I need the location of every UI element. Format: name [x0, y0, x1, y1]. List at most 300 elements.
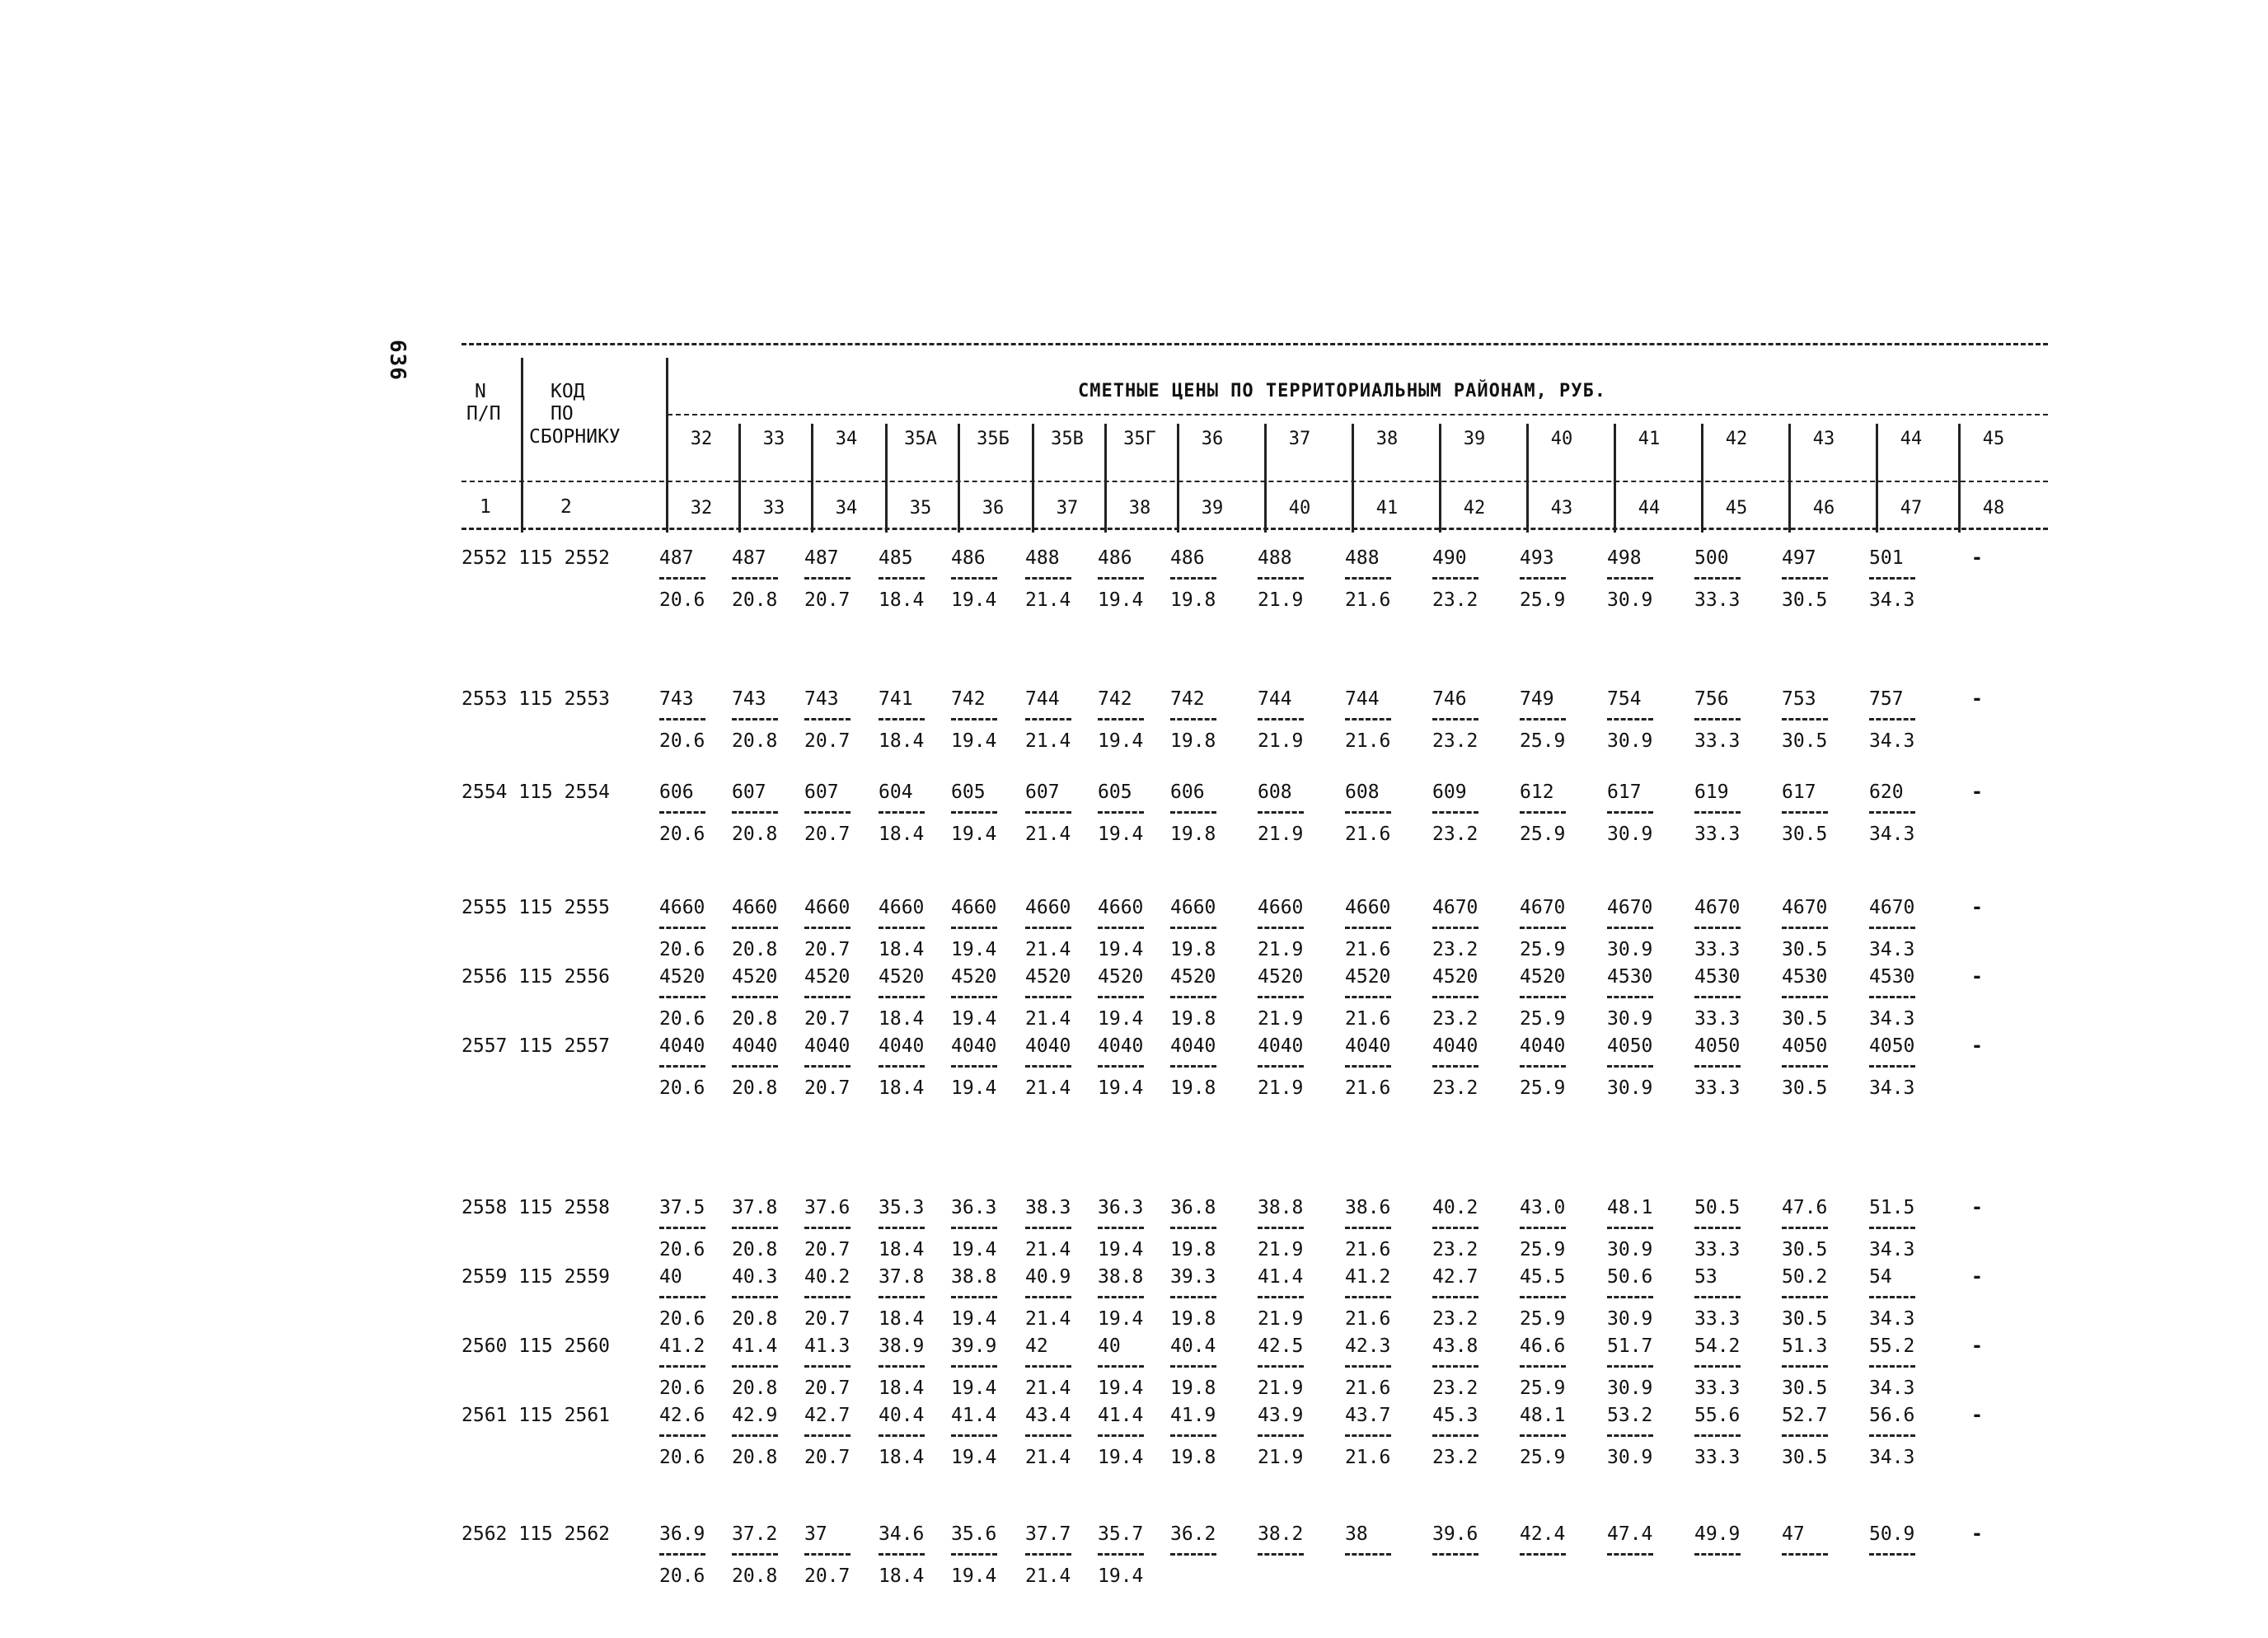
fraction-bar [1170, 927, 1216, 929]
wage-value: 21.9 [1258, 1378, 1304, 1399]
price-cell [1098, 1523, 1159, 1587]
price-cell [1258, 688, 1319, 752]
fraction-bar [1345, 1296, 1391, 1298]
fraction-bar [1607, 577, 1653, 580]
wage-value: 33.3 [1694, 824, 1741, 845]
price-value: 500 [1694, 547, 1729, 569]
fraction-bar [1432, 1553, 1478, 1556]
price-cell [1694, 966, 1755, 1030]
price-value: 54 [1869, 1266, 1892, 1288]
price-cell [1345, 1035, 1406, 1099]
price-cell [1869, 688, 1930, 752]
wage-value: 20.8 [732, 1308, 778, 1330]
wage-value: 19.4 [1098, 730, 1144, 752]
price-value: 486 [1170, 547, 1205, 569]
district-label-40: 40 [1550, 429, 1573, 449]
fraction-bar [1170, 1434, 1216, 1437]
price-value: 744 [1025, 688, 1060, 710]
price-value: 4660 [879, 897, 925, 918]
fraction-bar [1432, 1434, 1478, 1437]
price-value: 501 [1869, 547, 1904, 569]
wage-value: 25.9 [1520, 1008, 1566, 1030]
header-bottom-rule [462, 528, 2048, 530]
price-value: 4530 [1607, 966, 1653, 988]
wage-value: 21.6 [1345, 589, 1391, 611]
price-cell [659, 1266, 720, 1330]
row-number-and-code: 2554 115 2554 [462, 781, 611, 803]
price-value: 37 [804, 1523, 827, 1545]
table-title: СМЕТНЫЕ ЦЕНЫ ПО ТЕРРИТОРИАЛЬНЫМ РАЙОНАМ, РУБ. [1078, 381, 1607, 401]
price-cell [1432, 966, 1493, 1030]
wage-value: 21.6 [1345, 1239, 1391, 1260]
wage-value: 19.4 [1098, 824, 1144, 845]
wage-value: 20.7 [804, 939, 850, 960]
fraction-bar [1432, 1227, 1478, 1229]
wage-value: 18.4 [879, 589, 925, 611]
fraction-bar [1258, 1434, 1304, 1437]
wage-value: 21.9 [1258, 730, 1304, 752]
fraction-bar [804, 1553, 850, 1556]
wage-value: 19.8 [1170, 1008, 1216, 1030]
fraction-bar [1345, 811, 1391, 814]
price-cell [1607, 1335, 1668, 1399]
price-cell [1170, 897, 1231, 960]
fraction-bar [1258, 927, 1304, 929]
last-column-value: - [1971, 1335, 1983, 1357]
wage-value: 25.9 [1520, 1447, 1566, 1468]
wage-value: 23.2 [1432, 589, 1478, 611]
price-value: 742 [1098, 688, 1132, 710]
column-index-39: 39 [1201, 498, 1224, 519]
price-value: 38.6 [1345, 1197, 1391, 1218]
fraction-bar [1694, 927, 1741, 929]
fraction-bar [879, 577, 925, 580]
wage-value: 25.9 [1520, 824, 1566, 845]
price-value: 4520 [804, 966, 850, 988]
price-value: 4520 [732, 966, 778, 988]
price-cell [1869, 781, 1930, 845]
wage-value: 21.9 [1258, 824, 1304, 845]
price-cell [1025, 1523, 1086, 1587]
price-value: 619 [1694, 781, 1729, 803]
wage-value: 20.8 [732, 939, 778, 960]
price-value: 741 [879, 688, 913, 710]
price-value: 497 [1782, 547, 1816, 569]
price-cell [1170, 1266, 1231, 1330]
fraction-bar [1170, 577, 1216, 580]
fraction-bar [732, 927, 778, 929]
district-label-45: 45 [1982, 429, 2005, 449]
price-value: 4040 [879, 1035, 925, 1057]
wage-value: 19.4 [951, 730, 997, 752]
fraction-bar [1607, 996, 1653, 998]
wage-value: 34.3 [1869, 1077, 1915, 1099]
fraction-bar [1869, 1553, 1915, 1556]
row-number-and-code: 2561 115 2561 [462, 1405, 611, 1426]
row-number-and-code: 2557 115 2557 [462, 1035, 611, 1057]
price-cell [1782, 781, 1843, 845]
wage-value: 34.3 [1869, 824, 1915, 845]
price-value: 612 [1520, 781, 1554, 803]
fraction-bar [804, 927, 850, 929]
wage-value: 19.8 [1170, 1077, 1216, 1099]
fraction-bar [1520, 1065, 1566, 1068]
wage-value: 21.6 [1345, 1077, 1391, 1099]
price-value: 4530 [1869, 966, 1915, 988]
price-cell [1869, 1035, 1930, 1099]
wage-value: 30.9 [1607, 939, 1653, 960]
wage-value: 30.5 [1782, 939, 1828, 960]
price-cell [659, 897, 720, 960]
wage-value: 19.4 [1098, 589, 1144, 611]
price-value: 43.0 [1520, 1197, 1566, 1218]
wage-value: 18.4 [879, 1378, 925, 1399]
price-value: 35.7 [1098, 1523, 1144, 1545]
column-index-32: 32 [690, 498, 713, 519]
price-value: 609 [1432, 781, 1467, 803]
wage-value: 21.6 [1345, 1008, 1391, 1030]
wage-value: 20.6 [659, 1008, 705, 1030]
price-value: 4660 [1345, 897, 1391, 918]
wage-value: 33.3 [1694, 1447, 1741, 1468]
price-cell [1694, 897, 1755, 960]
price-value: 746 [1432, 688, 1467, 710]
wage-value: 20.7 [804, 1077, 850, 1099]
price-cell [1258, 547, 1319, 611]
column-index-33: 33 [762, 498, 785, 519]
divider-district [1701, 424, 1703, 533]
divider-district [1958, 424, 1961, 533]
price-value: 4520 [951, 966, 997, 988]
fraction-bar [1345, 996, 1391, 998]
price-value: 47.4 [1607, 1523, 1653, 1545]
fraction-bar [1694, 1365, 1741, 1368]
price-value: 617 [1782, 781, 1816, 803]
price-cell [1258, 897, 1319, 960]
fraction-bar [1869, 927, 1915, 929]
price-value: 488 [1345, 547, 1380, 569]
price-value: 42.7 [1432, 1266, 1478, 1288]
fraction-bar [1025, 1296, 1071, 1298]
price-value: 606 [659, 781, 694, 803]
district-label-35В: 35В [1051, 429, 1084, 449]
price-cell [1170, 966, 1231, 1030]
price-cell [804, 897, 865, 960]
wage-value: 20.8 [732, 1565, 778, 1587]
price-cell [1258, 1335, 1319, 1399]
divider-district [1104, 424, 1107, 533]
fraction-bar [1432, 577, 1478, 580]
wage-value: 23.2 [1432, 824, 1478, 845]
price-cell [1607, 1197, 1668, 1260]
price-value: 4050 [1869, 1035, 1915, 1057]
wage-value: 19.8 [1170, 1239, 1216, 1260]
fraction-bar [1098, 1065, 1144, 1068]
fraction-bar [951, 718, 997, 720]
price-cell [1258, 1523, 1319, 1565]
price-value: 4520 [1098, 966, 1144, 988]
fraction-bar [659, 1065, 705, 1068]
wage-value: 20.6 [659, 1565, 705, 1587]
fraction-bar [659, 811, 705, 814]
last-column-value: - [1971, 547, 1983, 569]
wage-value: 25.9 [1520, 1239, 1566, 1260]
wage-value: 23.2 [1432, 1447, 1478, 1468]
price-cell [1869, 1335, 1930, 1399]
price-value: 490 [1432, 547, 1467, 569]
price-cell [1025, 897, 1086, 960]
price-value: 498 [1607, 547, 1642, 569]
price-value: 4520 [1170, 966, 1216, 988]
fraction-bar [1520, 927, 1566, 929]
price-cell [804, 966, 865, 1030]
price-value: 37.2 [732, 1523, 778, 1545]
wage-value: 21.6 [1345, 1308, 1391, 1330]
wage-value: 19.4 [1098, 1565, 1144, 1587]
wage-value: 20.6 [659, 1447, 705, 1468]
price-cell [1098, 1405, 1159, 1468]
price-cell [1170, 688, 1231, 752]
fraction-bar [879, 927, 925, 929]
last-column-value: - [1971, 897, 1983, 918]
price-value: 493 [1520, 547, 1554, 569]
fraction-bar [1520, 1296, 1566, 1298]
price-cell [1432, 547, 1493, 611]
wage-value: 19.4 [1098, 1447, 1144, 1468]
fraction-bar [1098, 811, 1144, 814]
price-value: 53 [1694, 1266, 1717, 1288]
header-po: ПО [551, 403, 574, 425]
price-cell [659, 781, 720, 845]
price-cell [1345, 897, 1406, 960]
price-cell [732, 1035, 793, 1099]
price-cell [804, 547, 865, 611]
wage-value: 30.9 [1607, 1077, 1653, 1099]
wage-value: 34.3 [1869, 730, 1915, 752]
fraction-bar [1607, 1434, 1653, 1437]
fraction-bar [1694, 996, 1741, 998]
column-index-41: 41 [1375, 498, 1399, 519]
price-cell [951, 1523, 1012, 1587]
fraction-bar [1258, 1065, 1304, 1068]
price-value: 37.5 [659, 1197, 705, 1218]
price-value: 37.6 [804, 1197, 850, 1218]
price-cell [879, 1335, 940, 1399]
wage-value: 18.4 [879, 1447, 925, 1468]
wage-value: 21.9 [1258, 589, 1304, 611]
fraction-bar [1170, 1365, 1216, 1368]
price-cell [732, 1405, 793, 1468]
price-cell [1520, 1335, 1581, 1399]
wage-value: 19.8 [1170, 589, 1216, 611]
fraction-bar [1170, 1065, 1216, 1068]
wage-value: 19.4 [951, 1008, 997, 1030]
price-cell [1694, 547, 1755, 611]
price-cell [659, 1405, 720, 1468]
price-cell [1432, 1523, 1493, 1565]
price-value: 35.3 [879, 1197, 925, 1218]
price-cell [879, 966, 940, 1030]
column-index-36: 36 [982, 498, 1005, 519]
wage-value: 20.7 [804, 730, 850, 752]
wage-value: 33.3 [1694, 730, 1741, 752]
price-cell [1520, 897, 1581, 960]
fraction-bar [1869, 1365, 1915, 1368]
fraction-bar [659, 927, 705, 929]
price-value: 53.2 [1607, 1405, 1653, 1426]
price-value: 41.4 [1258, 1266, 1304, 1288]
fraction-bar [1025, 1227, 1071, 1229]
price-value: 4050 [1607, 1035, 1653, 1057]
fraction-bar [1258, 996, 1304, 998]
fraction-bar [1170, 718, 1216, 720]
wage-value: 21.6 [1345, 824, 1391, 845]
price-cell [879, 1035, 940, 1099]
wage-value: 18.4 [879, 1239, 925, 1260]
fraction-bar [1025, 811, 1071, 814]
price-value: 4520 [1432, 966, 1478, 988]
wage-value: 18.4 [879, 1008, 925, 1030]
price-cell [951, 1405, 1012, 1468]
fraction-bar [1694, 1296, 1741, 1298]
price-cell [951, 1335, 1012, 1399]
price-value: 605 [951, 781, 986, 803]
wage-value: 20.7 [804, 1447, 850, 1468]
wage-value: 20.8 [732, 1378, 778, 1399]
price-value: 757 [1869, 688, 1904, 710]
fraction-bar [1782, 718, 1828, 720]
price-cell [1694, 1197, 1755, 1260]
fraction-bar [732, 811, 778, 814]
price-value: 742 [1170, 688, 1205, 710]
price-value: 4660 [1098, 897, 1144, 918]
fraction-bar [1520, 577, 1566, 580]
price-cell [1170, 1197, 1231, 1260]
price-value: 43.9 [1258, 1405, 1304, 1426]
price-cell [1782, 1335, 1843, 1399]
price-value: 4040 [1170, 1035, 1216, 1057]
price-cell [804, 688, 865, 752]
wage-value: 21.6 [1345, 1378, 1391, 1399]
price-cell [1607, 1405, 1668, 1468]
price-cell [1345, 1335, 1406, 1399]
wage-value: 20.7 [804, 1008, 850, 1030]
price-value: 488 [1025, 547, 1060, 569]
price-value: 54.2 [1694, 1335, 1741, 1357]
fraction-bar [879, 1065, 925, 1068]
wage-value: 20.8 [732, 1239, 778, 1260]
price-value: 4670 [1520, 897, 1566, 918]
wage-value: 20.7 [804, 589, 850, 611]
fraction-bar [659, 1434, 705, 1437]
wage-value: 20.6 [659, 589, 705, 611]
fraction-bar [804, 1065, 850, 1068]
fraction-bar [1025, 577, 1071, 580]
price-value: 487 [732, 547, 766, 569]
divider-col1 [521, 358, 523, 533]
wage-value: 30.5 [1782, 1077, 1828, 1099]
wage-value: 21.9 [1258, 1239, 1304, 1260]
price-value: 39.6 [1432, 1523, 1478, 1545]
price-value: 46.6 [1520, 1335, 1566, 1357]
price-value: 756 [1694, 688, 1729, 710]
wage-value: 34.3 [1869, 589, 1915, 611]
wage-value: 30.9 [1607, 1308, 1653, 1330]
fraction-bar [1782, 996, 1828, 998]
wage-value: 30.5 [1782, 1447, 1828, 1468]
row-number-and-code: 2559 115 2559 [462, 1266, 611, 1288]
fraction-bar [1258, 1365, 1304, 1368]
wage-value: 21.9 [1258, 1308, 1304, 1330]
wage-value: 30.9 [1607, 589, 1653, 611]
price-cell [1694, 1035, 1755, 1099]
price-value: 37.7 [1025, 1523, 1071, 1545]
fraction-bar [732, 1553, 778, 1556]
price-cell [1520, 1405, 1581, 1468]
fraction-bar [804, 1434, 850, 1437]
fraction-bar [1025, 927, 1071, 929]
price-value: 608 [1258, 781, 1292, 803]
price-cell [1025, 781, 1086, 845]
fraction-bar [1098, 1434, 1144, 1437]
price-value: 4670 [1694, 897, 1741, 918]
wage-value: 19.4 [1098, 1378, 1144, 1399]
fraction-bar [1694, 811, 1741, 814]
fraction-bar [1345, 577, 1391, 580]
fraction-bar [1869, 1065, 1915, 1068]
wage-value: 20.6 [659, 1239, 705, 1260]
price-value: 4520 [1258, 966, 1304, 988]
fraction-bar [1607, 927, 1653, 929]
divider-district [1264, 424, 1267, 533]
price-cell [659, 1523, 720, 1587]
fraction-bar [1258, 1296, 1304, 1298]
price-cell [951, 897, 1012, 960]
price-cell [732, 688, 793, 752]
wage-value: 20.7 [804, 824, 850, 845]
price-cell [1432, 688, 1493, 752]
price-cell [1170, 547, 1231, 611]
wage-value: 19.8 [1170, 730, 1216, 752]
price-cell [1607, 966, 1668, 1030]
fraction-bar [804, 996, 850, 998]
wage-value: 19.4 [951, 824, 997, 845]
fraction-bar [951, 811, 997, 814]
price-value: 50.9 [1869, 1523, 1915, 1545]
wage-value: 21.4 [1025, 1239, 1071, 1260]
wage-value: 30.5 [1782, 1308, 1828, 1330]
price-cell [1170, 1035, 1231, 1099]
fraction-bar [1432, 718, 1478, 720]
price-cell [1520, 966, 1581, 1030]
price-cell [951, 547, 1012, 611]
column-index-45: 45 [1725, 498, 1748, 519]
price-cell [804, 1523, 865, 1587]
fraction-bar [1258, 577, 1304, 580]
fraction-bar [1869, 811, 1915, 814]
wage-value: 30.5 [1782, 1239, 1828, 1260]
price-cell [1869, 1266, 1930, 1330]
price-cell [879, 897, 940, 960]
price-cell [1607, 1523, 1668, 1565]
district-label-35А: 35А [904, 429, 937, 449]
fraction-bar [1782, 1296, 1828, 1298]
fraction-bar [1607, 718, 1653, 720]
fraction-bar [879, 1553, 925, 1556]
price-cell [1869, 1405, 1930, 1468]
divider-district [666, 424, 668, 533]
price-value: 52.7 [1782, 1405, 1828, 1426]
